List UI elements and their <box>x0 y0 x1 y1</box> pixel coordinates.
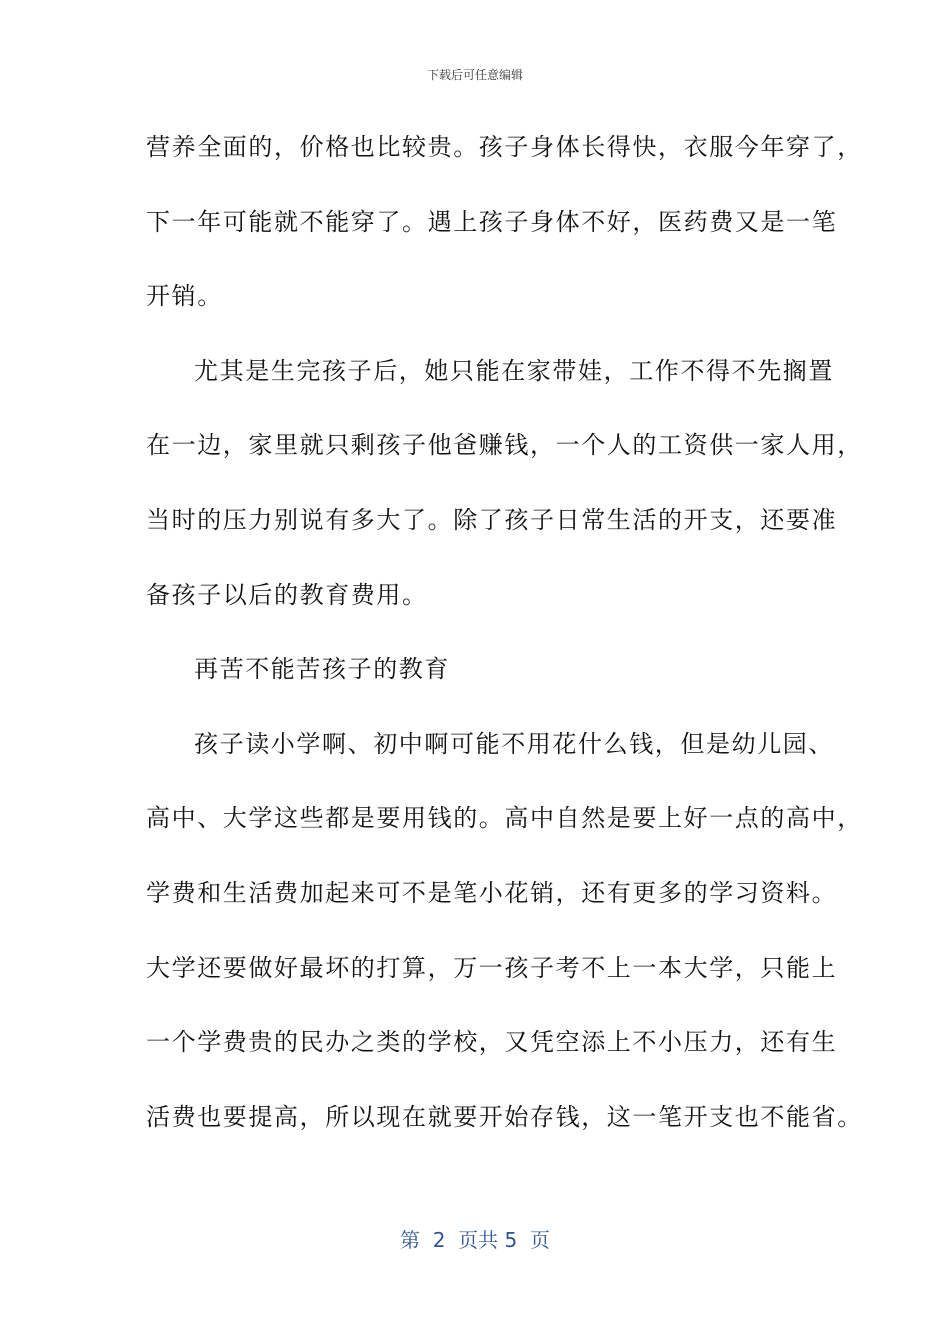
footer-prefix: 第 <box>400 1228 420 1252</box>
text-line: 活费也要提高，所以现在就要开始存钱，这一笔开支也不能省。 <box>146 1102 863 1131</box>
total-pages-number: 5 <box>504 1228 518 1252</box>
text-line: 营养全面的，价格也比较贵。孩子身体长得快，衣服今年穿了， <box>146 133 863 161</box>
section-heading: 再苦不能苦孩子的教育 <box>194 655 450 684</box>
text-line: 孩子读小学啊、初中啊可能不用花什么钱，但是幼儿园、 <box>194 729 834 758</box>
text-line: 在一边，家里就只剩孩子他爸赚钱，一个人的工资供一家人用， <box>146 431 863 460</box>
text-line: 尤其是生完孩子后，她只能在家带娃，工作不得不先搁置 <box>194 356 834 385</box>
text-line: 下一年可能就不能穿了。遇上孩子身体不好，医药费又是一笔 <box>146 207 838 236</box>
document-body <box>146 123 863 1167</box>
footer-middle: 页共 <box>458 1228 499 1252</box>
text-line: 学费和生活费加起来可不是笔小花销，还有更多的学习资料。 <box>146 878 838 907</box>
text-line: 备孩子以后的教育费用。 <box>146 580 428 609</box>
text-line: 一个学费贵的民办之类的学校，又凭空添上不小压力，还有生 <box>146 1028 838 1057</box>
text-line: 当时的压力别说有多大了。除了孩子日常生活的开支，还要准 <box>146 505 838 534</box>
page-footer <box>0 1224 950 1253</box>
current-page-number: 2 <box>432 1228 446 1252</box>
text-line: 高中、大学这些都是要用钱的。高中自然是要上好一点的高中， <box>146 804 863 833</box>
page-header: 下载后可任意编辑 <box>426 68 523 82</box>
text-line: 大学还要做好最坏的打算，万一孩子考不上一本大学，只能上 <box>146 953 838 982</box>
text-line: 开销。 <box>146 282 223 311</box>
footer-suffix: 页 <box>529 1228 550 1252</box>
